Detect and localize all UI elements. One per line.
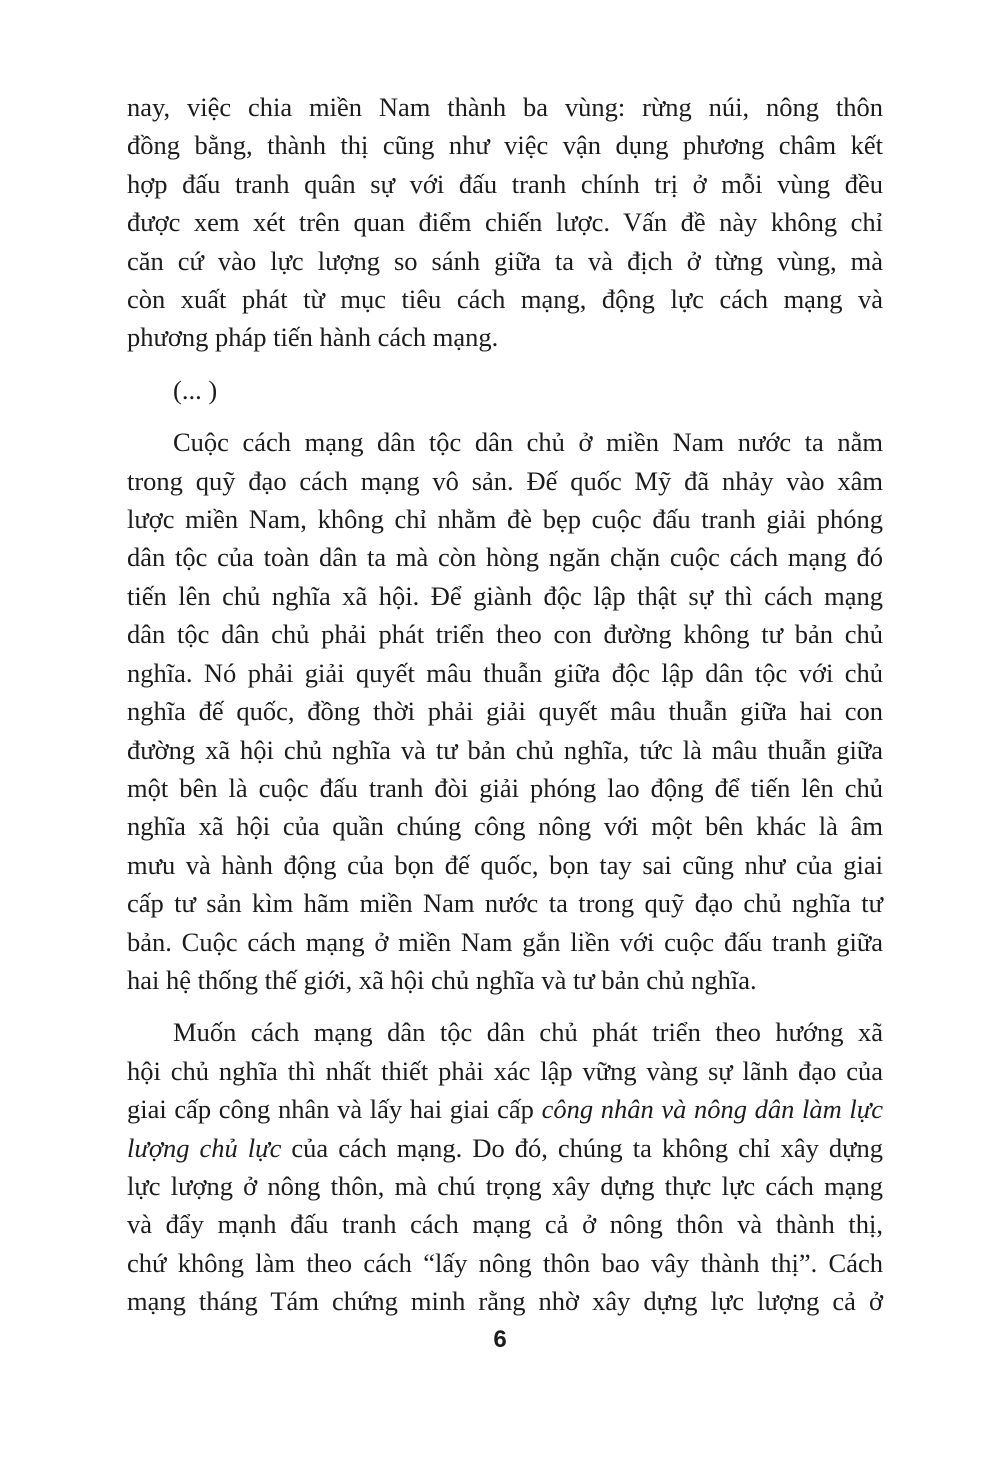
text-line: nghĩa xã hội của quần chúng công nông với một bên khác là âm [127, 811, 883, 842]
paragraph-1 [127, 88, 883, 357]
italic-phrase: công nhân và nông dân làm lực [541, 1094, 883, 1125]
body-text [127, 88, 883, 1321]
text-line: trong quỹ đạo cách mạng vô sản. Đế quốc Mỹ đã nhảy vào xâm [127, 465, 883, 496]
text-line [127, 1090, 883, 1128]
page-number: 6 [493, 1326, 507, 1353]
text-line: nay, việc chia miền Nam thành ba vùng: rừng núi, nông thôn [127, 92, 883, 122]
text-line: mưu và hành động của bọn đế quốc, bọn tay sai cũng như của giai [127, 849, 883, 880]
omission-marker: (... ) [173, 374, 218, 405]
text-line: một bên là cuộc đấu tranh đòi giải phóng lao động để tiến lên chủ [127, 772, 883, 803]
text-line: hợp đấu tranh quân sự với đấu tranh chính trị ở mỗi vùng đều [127, 168, 883, 199]
text-line: lực lượng ở nông thôn, mà chú trọng xây dựng thực lực cách mạng [127, 1170, 883, 1201]
text-line: bản. Cuộc cách mạng ở miền Nam gắn liền với cuộc đấu tranh giữa [127, 926, 883, 957]
text-line: hai hệ thống thế giới, xã hội chủ nghĩa và tư bản chủ nghĩa. [127, 964, 757, 995]
italic-phrase: lượng chủ lực [127, 1132, 282, 1163]
text-line: nghĩa. Nó phải giải quyết mâu thuẫn giữa độc lập dân tộc với chủ [127, 657, 883, 688]
text-line: được xem xét trên quan điểm chiến lược. Vấn đề này không chỉ [127, 207, 883, 238]
text-line: mạng tháng Tám chứng minh rằng nhờ xây dựng lực lượng cả ở [127, 1286, 883, 1317]
paragraph-2 [127, 423, 883, 999]
text-line [127, 1129, 883, 1167]
text-line: tiến lên chủ nghĩa xã hội. Để giành độc lập thật sự thì cách mạng [127, 580, 883, 611]
text-line: phương pháp tiến hành cách mạng. [127, 322, 499, 353]
text-line: cấp tư sản kìm hãm miền Nam nước ta trong quỹ đạo chủ nghĩa tư [127, 888, 883, 919]
text-line: lược miền Nam, không chỉ nhằm đè bẹp cuộc đấu tranh giải phóng [127, 504, 883, 535]
text-line: hội chủ nghĩa thì nhất thiết phải xác lập vững vàng sự lãnh đạo của [127, 1055, 883, 1086]
text-line: và đẩy mạnh đấu tranh cách mạng cả ở nông thôn và thành thị, [127, 1209, 883, 1240]
text-line: đường xã hội chủ nghĩa và tư bản chủ nghĩa, tức là mâu thuẫn giữa [127, 734, 883, 765]
text-line: nghĩa đế quốc, đồng thời phải giải quyết mâu thuẫn giữa hai con [127, 696, 883, 727]
text-line: chứ không làm theo cách “lấy nông thôn bao vây thành thị”. Cách [127, 1247, 883, 1278]
paragraph-3 [127, 1013, 883, 1320]
text-line: dân tộc dân chủ phải phát triển theo con đường không tư bản chủ [127, 619, 883, 650]
text-segment: giai cấp công nhân và lấy hai giai cấp [127, 1094, 542, 1125]
text-segment: của cách mạng. Do đó, chúng ta không chỉ xây dựng [281, 1132, 883, 1163]
text-line: căn cứ vào lực lượng so sánh giữa ta và địch ở từng vùng, mà [127, 245, 883, 276]
text-line: đồng bằng, thành thị cũng như việc vận dụng phương châm kết [127, 130, 883, 161]
text-line: dân tộc của toàn dân ta mà còn hòng ngăn chặn cuộc cách mạng đó [127, 542, 883, 573]
text-line: Cuộc cách mạng dân tộc dân chủ ở miền Nam nước ta nằm [173, 427, 883, 458]
text-line: còn xuất phát từ mục tiêu cách mạng, động lực cách mạng và [127, 284, 883, 315]
text-line: Muốn cách mạng dân tộc dân chủ phát triển theo hướng xã [173, 1017, 883, 1048]
